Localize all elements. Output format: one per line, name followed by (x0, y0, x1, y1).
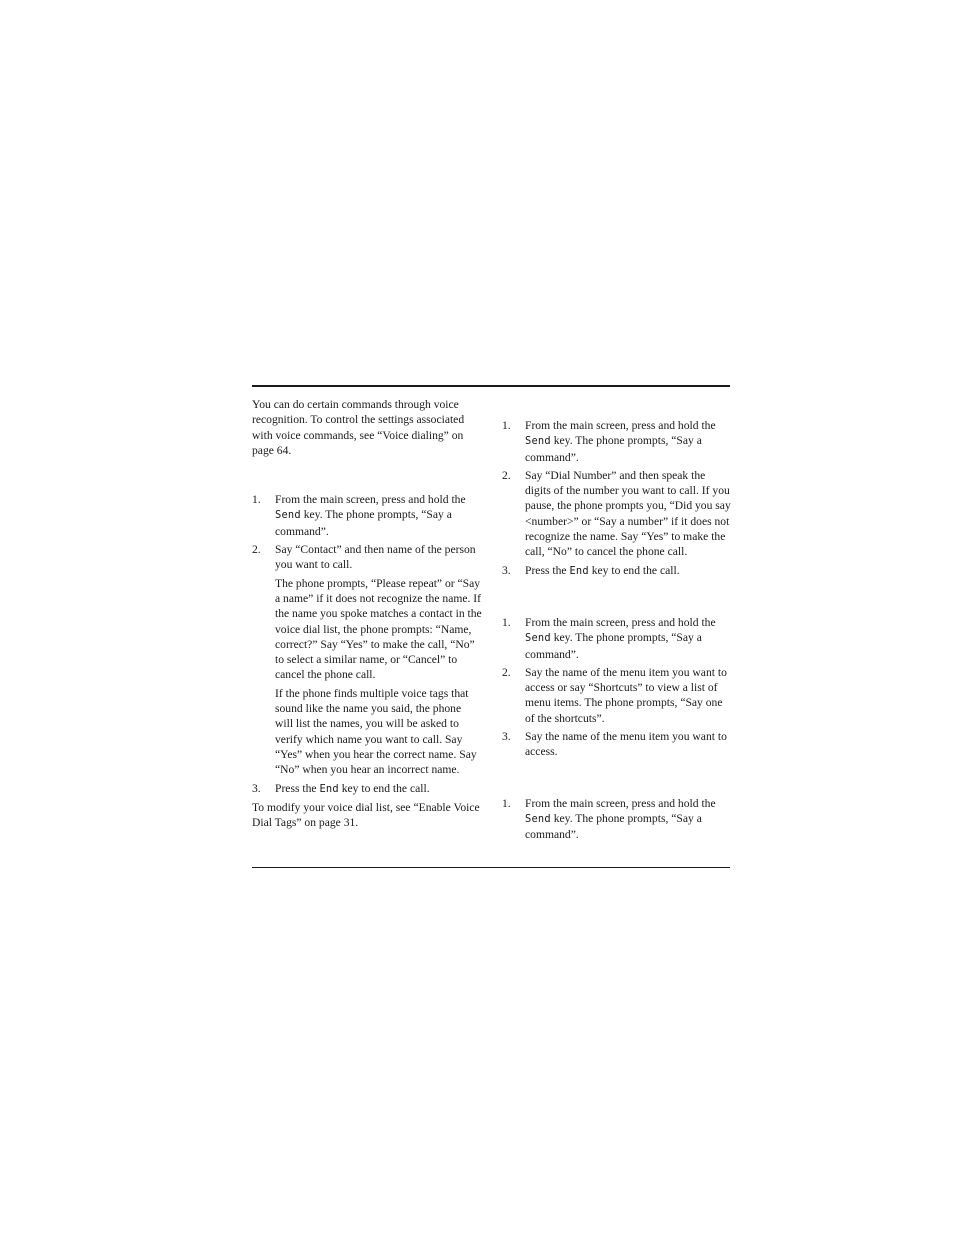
list-item: 1. From the main screen, press and hold the Send key. The phone prompts, “Say a command”. (252, 493, 466, 538)
step-number: 3. (252, 781, 261, 795)
list-item: 3. Say the name of the menu item you want to access. (502, 730, 727, 759)
step-note: The phone prompts, “Please repeat” or “Say a name” if it does not recognize the name. If the name you spoke matches a contact in the voice dial list, the phone prompts: “Name, correct?” Say “Yes” to make the call, “No” to select a similar name, or “Cancel” to cancel the phone call. (275, 576, 482, 682)
step-number: 1. (502, 419, 511, 432)
step-number: 3. (502, 730, 511, 744)
step-number: 1. (252, 493, 261, 507)
end-key: End (569, 564, 589, 577)
intro-paragraph: You can do certain commands through voice recognition. To control the settings associated with voice commands, see “Voice dialing” on page 64. (252, 398, 465, 457)
send-key: Send (525, 812, 551, 825)
section-heading-space (502, 582, 732, 615)
step-number: 2. (252, 543, 261, 557)
list-item: 3. Press the End key to end the call. (252, 781, 430, 795)
shortcuts-steps (502, 615, 732, 760)
send-key: Send (275, 509, 301, 522)
section-heading-space (252, 458, 482, 492)
list-item: 2. Say “Dial Number” and then speak the digits of the number you want to call. If you pause, the phone prompts you, “Did you say <number>” or “Say a number” if it does not recognize the name. Say “Yes” to make the call, “No” to cancel the phone call. (502, 468, 731, 559)
contact-call-steps (252, 492, 482, 797)
voice-dial-reference: To modify your voice dial list, see “Enable Voice Dial Tags” on page 31. (252, 800, 480, 830)
right-column (502, 418, 732, 846)
list-item: 2. Say the name of the menu item you want to access or say “Shortcuts” to view a list of menu items. The phone prompts, “Say one of the shortcuts”. (502, 665, 727, 725)
step-number: 2. (502, 665, 511, 679)
other-command-steps (502, 796, 732, 843)
end-key: End (319, 782, 339, 795)
bottom-rule (252, 867, 730, 868)
list-item: 1. From the main screen, press and hold the Send key. The phone prompts, “Say a command”. (502, 796, 716, 842)
step-number: 1. (502, 615, 511, 629)
send-key: Send (525, 632, 551, 645)
top-rule (252, 385, 730, 387)
dial-number-steps (502, 418, 732, 579)
step-number: 2. (502, 468, 511, 482)
list-item: 1. From the main screen, press and hold the Send key. The phone prompts, “Say a command”. (502, 419, 716, 464)
step-number: 1. (502, 796, 511, 810)
section-heading-space (502, 763, 732, 796)
step-number: 3. (502, 563, 511, 577)
list-item: 1. From the main screen, press and hold the Send key. The phone prompts, “Say a command”. (502, 615, 716, 661)
step-note: If the phone finds multiple voice tags that sound like the name you said, the phone will list the names, you will be asked to verify which name you want to call. Say “Yes” when you hear the correct name. Say “No” when you hear an incorrect name. (275, 686, 477, 777)
list-item: 3. Press the End key to end the call. (502, 563, 680, 577)
list-item: 2. Say “Contact” and then name of the person you want to call. The phone prompts, “Please repeat” or “Say a name” if it does not recognize the name. If the name you spoke matches a contact in the voice dial list, the phone prompts: “Name, correct?” Say “Yes” to make the call, “No” to select a similar name, or “Cancel” to cancel the phone call. If the phone finds multiple voice tags that sound like the name you said, the phone will list the names, you will be asked to verify which name you want to call. Say “Yes” when you hear the correct name. Say “No” when you hear an incorrect name. (252, 543, 482, 777)
left-column (252, 397, 482, 830)
send-key: Send (525, 435, 551, 448)
